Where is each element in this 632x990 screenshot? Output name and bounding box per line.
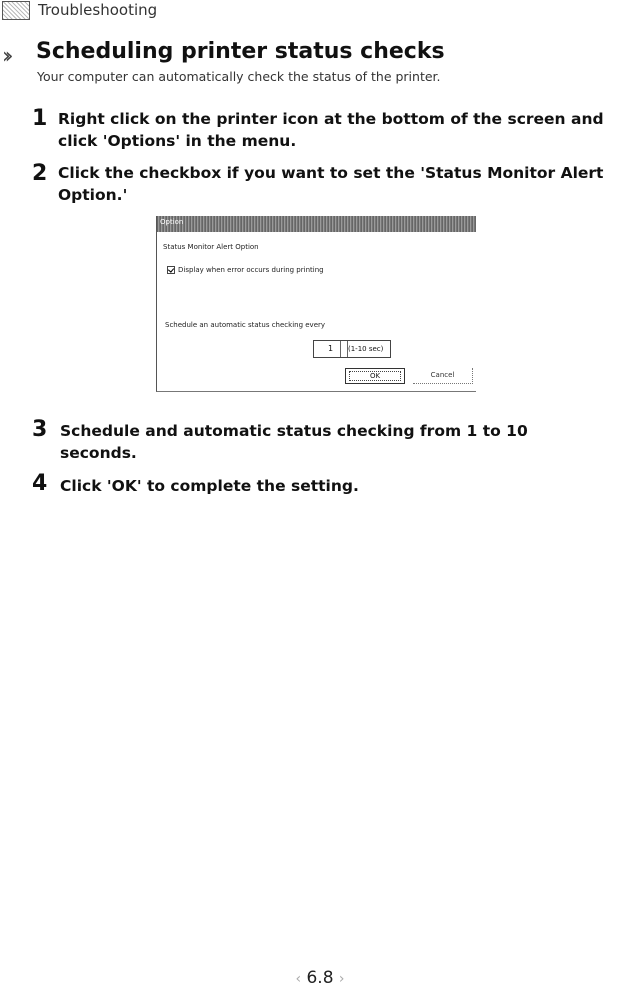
page-number: 6.8 [306, 968, 334, 988]
cancel-button[interactable]: Cancel [413, 368, 473, 384]
dialog-section-label: Status Monitor Alert Option [163, 243, 259, 251]
alert-checkbox-row[interactable] [167, 266, 324, 274]
step-4-text: Click 'OK' to complete the setting. [60, 477, 359, 495]
section-subtitle: Your computer can automatically check the status of the printer. [37, 69, 441, 84]
alert-checkbox[interactable] [167, 266, 175, 274]
dialog-titlebar [157, 216, 476, 232]
troubleshooting-icon [2, 1, 30, 20]
page-footer [280, 968, 360, 988]
interval-value[interactable]: 1 [328, 344, 334, 353]
page-header [0, 0, 632, 24]
step-1-number: 1 [32, 106, 48, 131]
alert-checkbox-label: Display when error occurs during printing [178, 266, 324, 274]
options-dialog-screenshot [156, 216, 476, 392]
step-2-number: 2 [32, 161, 48, 186]
spinner-arrows-icon[interactable] [340, 341, 348, 357]
step-4-number: 4 [32, 471, 48, 496]
chevron-right-icon: › [338, 971, 345, 987]
chevron-left-icon: ‹ [295, 971, 302, 987]
dialog-title: Option [160, 218, 184, 226]
step-3-number: 3 [32, 417, 48, 442]
chevron-right-icon: ›› [2, 44, 8, 69]
step-1-text: Right click on the printer icon at the bottom of the screen and click 'Options' in the menu. [58, 110, 604, 150]
interval-range: (1-10 sec) [348, 345, 384, 353]
step-2-text: Click the checkbox if you want to set the 'Status Monitor Alert Option.' [58, 164, 604, 204]
schedule-label: Schedule an automatic status checking every [165, 321, 326, 329]
interval-spinner[interactable] [313, 340, 391, 358]
ok-button[interactable]: OK [345, 368, 405, 384]
section-title: Scheduling printer status checks [36, 39, 445, 64]
header-title: Troubleshooting [38, 1, 158, 19]
step-3-text: Schedule and automatic status checking from 1 to 10 seconds. [60, 422, 528, 462]
